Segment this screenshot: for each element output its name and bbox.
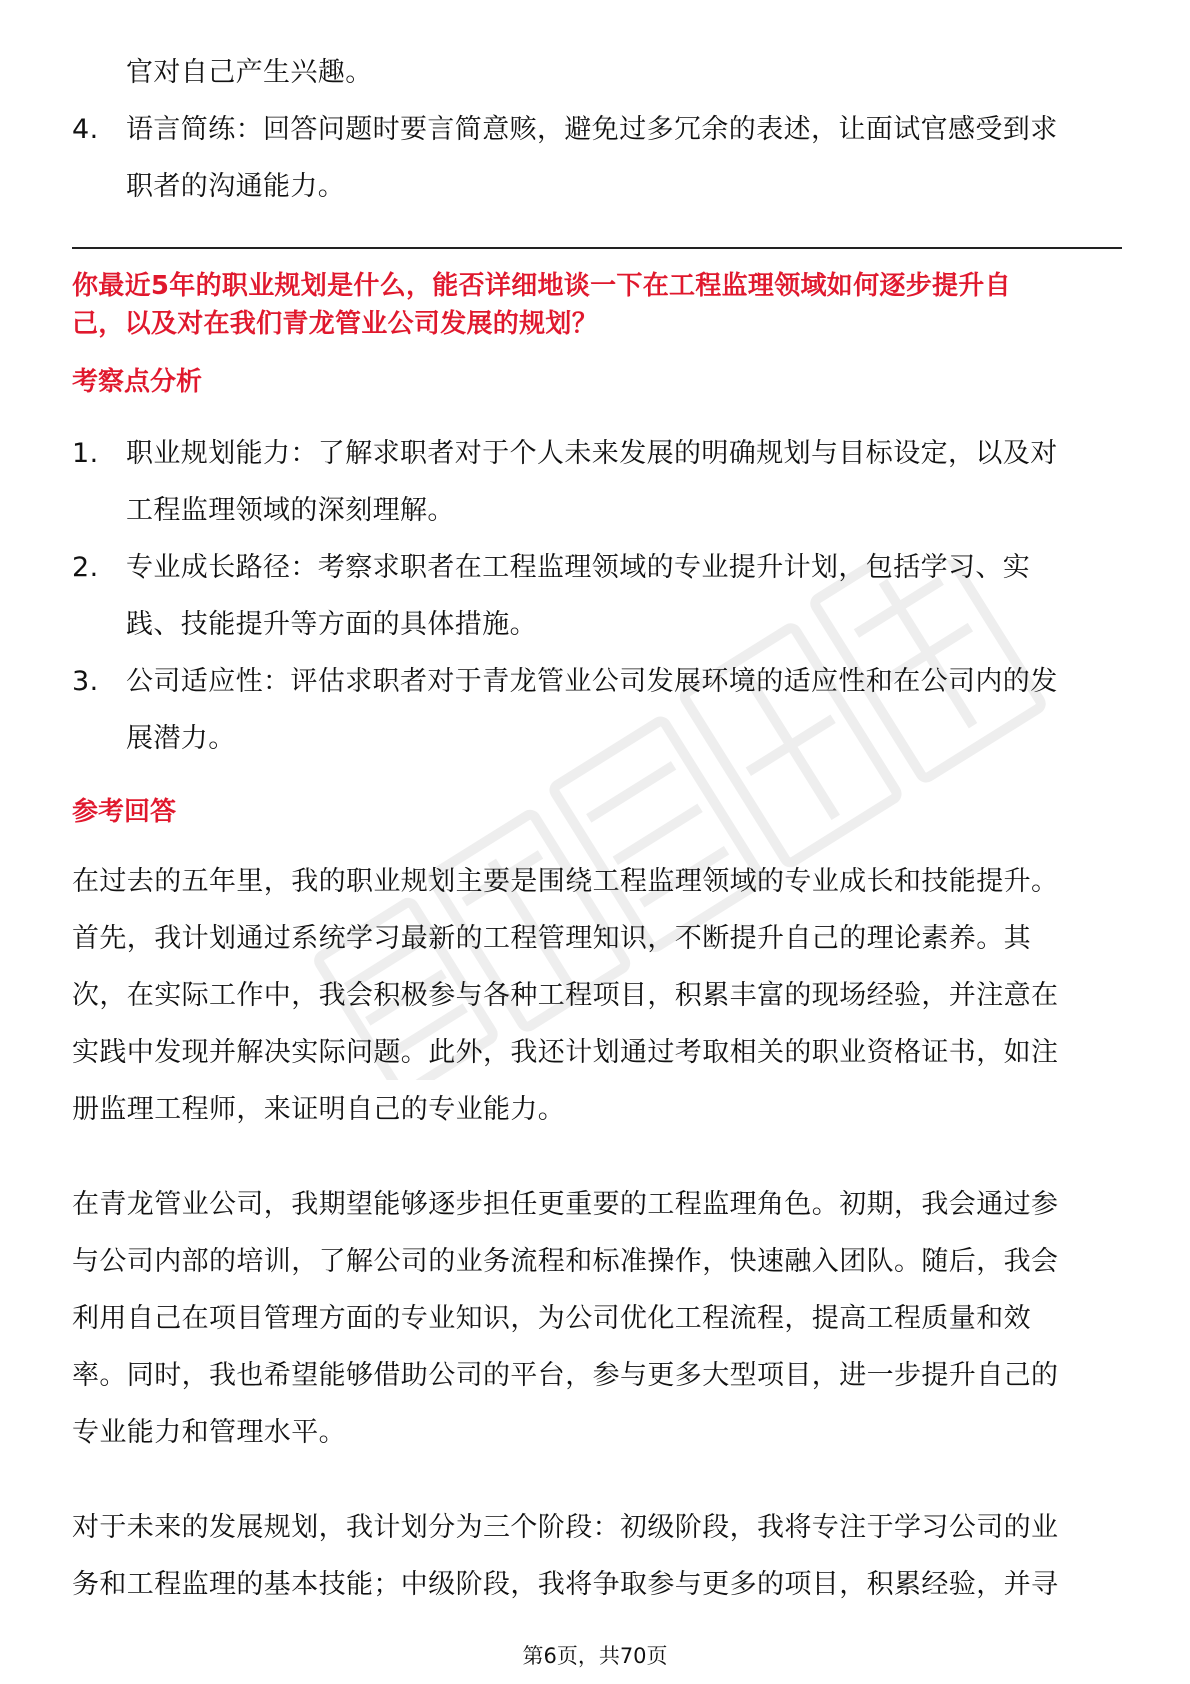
answer-heading: 参考回答 bbox=[72, 797, 177, 827]
paragraph-line: 专业能力和管理水平。 bbox=[72, 1417, 346, 1448]
analysis-list bbox=[72, 425, 1122, 767]
list-item-text: 公司适应性：评估求职者对于青龙管业公司发展环境的适应性和在公司内的发 bbox=[126, 666, 1058, 697]
question-title bbox=[72, 267, 1122, 343]
paragraph-line: 率。同时，我也希望能够借助公司的平台，参与更多大型项目，进一步提升自己的 bbox=[72, 1360, 1059, 1391]
list-item bbox=[56, 425, 1122, 482]
paragraph-line: 次，在实际工作中，我会积极参与各种工程项目，积累丰富的现场经验，并注意在 bbox=[72, 980, 1059, 1011]
list-item-text: 语言简练：回答问题时要言简意赅，避免过多冗余的表述，让面试官感受到求 bbox=[126, 114, 1058, 145]
paragraph-line: 册监理工程师，来证明自己的专业能力。 bbox=[72, 1094, 566, 1125]
list-number: 4. bbox=[72, 114, 99, 145]
answer-paragraph bbox=[72, 1499, 1122, 1613]
paragraph-line: 与公司内部的培训，了解公司的业务流程和标准操作，快速融入团队。随后，我会 bbox=[72, 1246, 1059, 1277]
question-line: 己，以及对在我们青龙管业公司发展的规划？ bbox=[72, 309, 599, 339]
paragraph-line: 首先，我计划通过系统学习最新的工程管理知识，不断提升自己的理论素养。其 bbox=[72, 923, 1031, 954]
list-number: 3. bbox=[72, 666, 99, 697]
list-item-tail: 官对自己产生兴趣。 bbox=[126, 57, 373, 88]
paragraph-line: 利用自己在项目管理方面的专业知识，为公司优化工程流程，提高工程质量和效 bbox=[72, 1303, 1031, 1334]
list-item bbox=[56, 653, 1122, 710]
list-item-continuation: 展潜力。 bbox=[126, 723, 236, 754]
paragraph-line: 在过去的五年里，我的职业规划主要是围绕工程监理领域的专业成长和技能提升。 bbox=[72, 866, 1059, 897]
paragraph-line: 务和工程监理的基本技能；中级阶段，我将争取参与更多的项目，积累经验，并寻 bbox=[72, 1569, 1059, 1600]
list-item-continuation: 工程监理领域的深刻理解。 bbox=[126, 495, 455, 526]
list-item bbox=[56, 101, 1122, 158]
list-item-text: 专业成长路径：考察求职者在工程监理领域的专业提升计划，包括学习、实 bbox=[126, 552, 1031, 583]
paragraph-line: 对于未来的发展规划，我计划分为三个阶段：初级阶段，我将专注于学习公司的业 bbox=[72, 1512, 1059, 1543]
analysis-heading: 考察点分析 bbox=[72, 367, 203, 397]
list-number: 2. bbox=[72, 552, 99, 583]
list-item-continuation: 职者的沟通能力。 bbox=[126, 171, 346, 202]
question-line: 你最近5年的职业规划是什么，能否详细地谈一下在工程监理领域如何逐步提升自 bbox=[72, 271, 1011, 301]
list-item-text: 职业规划能力：了解求职者对于个人未来发展的明确规划与目标设定，以及对 bbox=[126, 438, 1058, 469]
answer-paragraph bbox=[72, 853, 1122, 1138]
list-item-continuation: 践、技能提升等方面的具体措施。 bbox=[126, 609, 537, 640]
section-divider bbox=[72, 247, 1122, 249]
page-number-footer: 第6页，共70页 bbox=[522, 1644, 668, 1668]
list-item bbox=[56, 539, 1122, 596]
list-number: 1. bbox=[72, 438, 99, 469]
paragraph-line: 在青龙管业公司，我期望能够逐步担任更重要的工程监理角色。初期，我会通过参 bbox=[72, 1189, 1059, 1220]
page-content bbox=[72, 44, 1122, 1613]
paragraph-line: 实践中发现并解决实际问题。此外，我还计划通过考取相关的职业资格证书，如注 bbox=[72, 1037, 1059, 1068]
answer-paragraph bbox=[72, 1176, 1122, 1461]
